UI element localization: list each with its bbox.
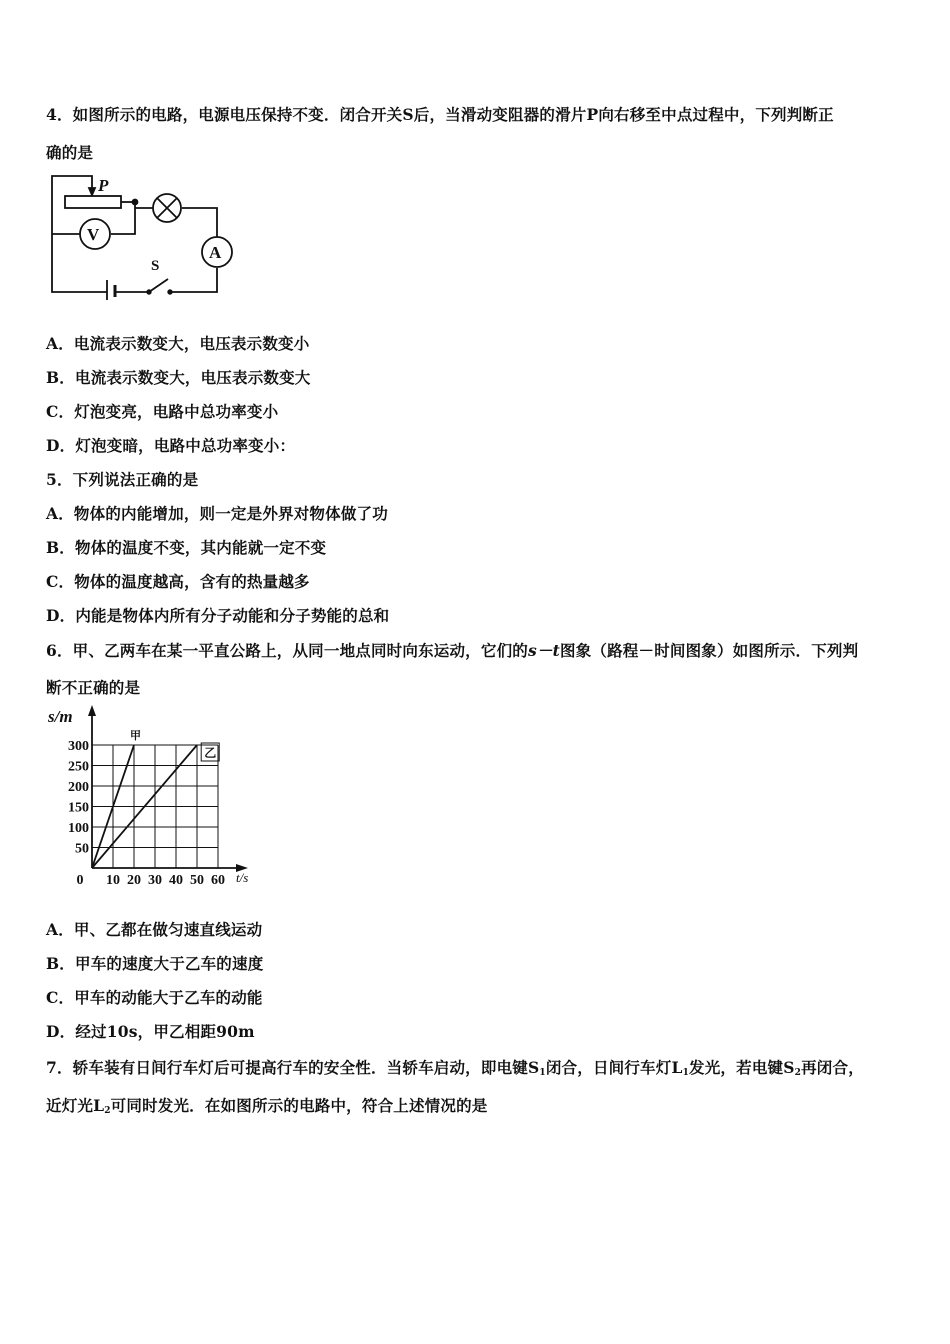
q6-stem-line2: 断不正确的是 [46,678,141,697]
x-tick-label-0: 0 [76,873,84,888]
x-tick-label-30: 30 [148,873,162,888]
q7-l1-sub3: 2 [794,1068,802,1078]
q7-l1-b: 闭合，日间行车灯L [545,1058,683,1077]
q7-stem-line2 [46,1094,487,1116]
q6-option-c: C．甲车的动能大于乙车的动能 [46,988,263,1007]
q7-l1-c: 发光，若电键S [689,1058,795,1077]
series-label-yi: 乙 [204,746,217,760]
q6-option-d: D．经过10s，甲乙相距90m [46,1022,255,1041]
q6-stem-pre: 6．甲、乙两车在某一平直公路上，从同一地点同时向东运动，它们的 [46,641,528,660]
q7-l1-d: 再闭合， [801,1058,864,1077]
y-tick-label-150: 150 [68,800,89,816]
q6-option-a: A．甲、乙都在做匀速直线运动 [46,920,263,939]
q4-option-d: D．灯泡变暗，电路中总功率变小： [46,436,296,455]
y-tick-label-100: 100 [68,821,89,836]
label-v: V [87,225,100,244]
y-axis-label: s/m [48,707,73,726]
st-chart [40,700,270,892]
q5-option-c: C．物体的温度越高，含有的热量越多 [46,572,310,591]
q7-stem-line1 [46,1056,864,1078]
label-p: P [98,176,109,195]
q7-l2-b: 可同时发光．在如图所示的电路中，符合上述情况的是 [110,1096,488,1115]
q6-option-b: B．甲车的速度大于乙车的速度 [46,954,264,973]
x-tick-label-60: 60 [211,873,225,888]
q4-stem-line2: 确的是 [46,143,94,162]
q7-l2-sub: 2 [104,1106,111,1116]
q4-stem-line1: 4．如图所示的电路，电源电压保持不变．闭合开关S后，当滑动变阻器的滑片P向右移至中点过程中，下列判断正 [46,105,834,124]
q7-l1-sub1: 1 [539,1068,546,1078]
q5-stem: 5．下列说法正确的是 [46,470,199,489]
x-tick-label-50: 50 [190,873,204,888]
rheostat-body [65,196,121,208]
q7-l1-a: 7．轿车装有日间行车灯后可提高行车的安全性．当轿车启动，即电键S [46,1058,540,1077]
y-tick-label-300: 300 [68,739,89,754]
y-axis-arrow [88,705,96,716]
rheostat-slider-wire [65,176,92,192]
junction-dot [133,200,138,205]
y-tick-label-200: 200 [68,780,89,795]
y-tick-label-50: 50 [75,841,89,857]
q5-option-b: B．物体的温度不变，其内能就一定不变 [46,538,327,557]
q7-l2-a: 近灯光L [46,1096,105,1115]
x-tick-label-40: 40 [169,873,183,888]
q5-option-d: D．内能是物体内所有分子动能和分子势能的总和 [46,606,390,625]
q4-circuit-diagram [45,170,245,300]
q5-option-a: A．物体的内能增加，则一定是外界对物体做了功 [46,504,388,523]
x-axis-label: t/s [236,870,249,885]
q4-option-b: B．电流表示数变大，电压表示数变大 [46,368,311,387]
switch-lever [149,279,168,292]
series-label-jia: 甲 [130,730,141,742]
q7-l1-sub2: 1 [682,1068,690,1078]
label-a: A [209,243,222,262]
q6-stem-line1 [46,639,858,661]
x-tick-label-20: 20 [127,873,141,888]
rheostat-slider-arrow [89,188,95,195]
y-tick-label-250: 250 [68,759,89,775]
q6-stem-var: s－t [528,641,560,660]
q4-option-a: A．电流表示数变大，电压表示数变小 [46,334,310,353]
q4-option-c: C．灯泡变亮，电路中总功率变小 [46,402,279,421]
label-s: S [151,258,160,274]
q6-stem-post: 图象（路程－时间图象）如图所示．下列判 [560,641,859,660]
x-tick-label-10: 10 [106,873,120,888]
